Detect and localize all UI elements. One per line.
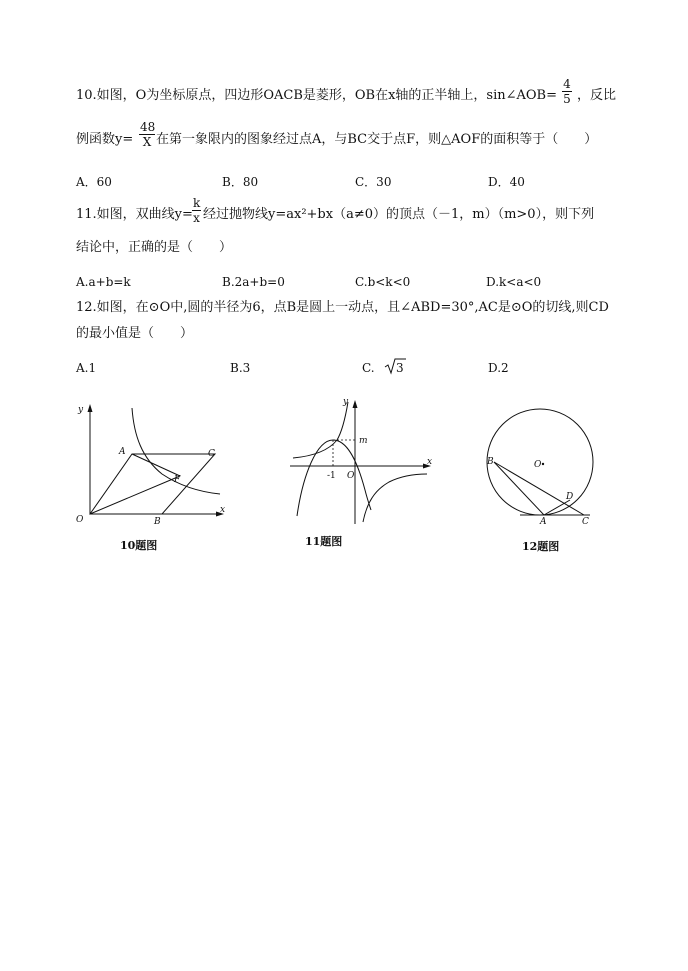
q10-option-b[interactable]: B．80 — [222, 175, 259, 189]
fig11-label-y: y — [343, 397, 349, 407]
q11-option-c[interactable]: C.b<k<0 — [355, 275, 411, 289]
fig10-label-B: B — [154, 517, 161, 527]
q10-line1 — [76, 89, 557, 102]
fig12-label-O: O — [534, 460, 542, 470]
q10-frac-numerator: 4 — [563, 77, 571, 91]
y-axis-arrow-icon — [88, 404, 93, 412]
fig12-caption: 12题图 — [522, 540, 560, 553]
q11-option-d[interactable]: D.k<a<0 — [486, 275, 542, 289]
fig10-label-x: x — [220, 505, 226, 515]
fig10-label-y: y — [78, 405, 84, 415]
q10-option-c[interactable]: C．30 — [355, 175, 392, 189]
y-axis-arrow-icon — [353, 400, 358, 408]
fig12-label-A: A — [540, 517, 547, 527]
fig10-label-F: F — [174, 475, 181, 485]
figure-12-circle-diagram — [480, 404, 600, 534]
fig11-label-x: x — [427, 457, 433, 467]
q10-line1-end: ，反比 — [577, 88, 617, 103]
figure-10-rhombus-diagram — [70, 396, 230, 531]
q12-option-a[interactable]: A.1 — [76, 361, 97, 375]
fig11-label-m: m — [359, 436, 368, 446]
q12-option-b[interactable]: B.3 — [230, 361, 251, 375]
q10-frac2-numerator: 48 — [140, 120, 156, 134]
fig12-label-D: D — [566, 492, 574, 502]
q11-line2: 结论中，正确的是（ ） — [76, 240, 233, 255]
fig12-label-C: C — [582, 517, 589, 527]
q11-fraction-k-x — [192, 197, 201, 224]
q10-line1-text: 10.如图，O为坐标原点，四边形OACB是菱形，OB在x轴的正半轴上，sin∠AOB= — [76, 88, 558, 103]
q11-frac-numerator: k — [193, 196, 201, 210]
fig11-label-neg1: -1 — [327, 471, 336, 481]
fig10-label-A: A — [119, 447, 126, 457]
q12-line1: 12.如图，在⊙O中,圆的半径为6，点B是圆上一动点，且∠ABD=30°,AC是⊙O的切线,则CD — [76, 300, 609, 315]
q10-frac-denominator: 5 — [563, 92, 571, 106]
hyperbola-branch-left — [293, 402, 348, 458]
q11-line1-start: 11.如图，双曲线y= — [76, 207, 193, 222]
q10-line2-end: 在第一象限内的图象经过点A，与BC交于点F，则△AOF的面积等于（ ） — [156, 132, 598, 147]
fig10-label-C: C — [208, 449, 215, 459]
fig11-label-O: O — [347, 471, 355, 481]
hyperbola-branch-right — [363, 474, 427, 522]
q10-frac2-denominator: X — [142, 135, 152, 149]
fig11-caption: 11题图 — [305, 535, 343, 548]
q10-option-d[interactable]: D．40 — [488, 175, 525, 189]
q11-option-b[interactable]: B.2a+b=0 — [222, 275, 285, 289]
figure-11-hyperbola-parabola-diagram — [285, 394, 440, 529]
q12-line2: 的最小值是（ ） — [76, 326, 194, 341]
q11-option-a[interactable]: A.a+b=k — [76, 275, 131, 289]
q12-option-d[interactable]: D.2 — [488, 361, 509, 375]
fig10-caption: 10题图 — [120, 539, 158, 552]
q12-option-c-radicand: 3 — [396, 361, 404, 375]
q12-option-c[interactable] — [362, 361, 404, 375]
q10-fraction-48-x — [139, 121, 155, 148]
q10-line2-start: 例函数y= — [76, 132, 134, 147]
fig10-label-O: O — [76, 515, 84, 525]
center-point-O — [542, 463, 544, 465]
q10-fraction-4-5 — [562, 78, 572, 105]
q11-frac-denominator: x — [193, 211, 200, 225]
q11-line1-end: 经过抛物线y=ax²+bx（a≠0）的顶点（－1，m）（m>0），则下列 — [203, 207, 595, 222]
q12-option-c-label: C. — [362, 361, 375, 375]
fig12-label-B: B — [487, 457, 494, 467]
q10-option-a[interactable]: A．60 — [76, 175, 112, 189]
